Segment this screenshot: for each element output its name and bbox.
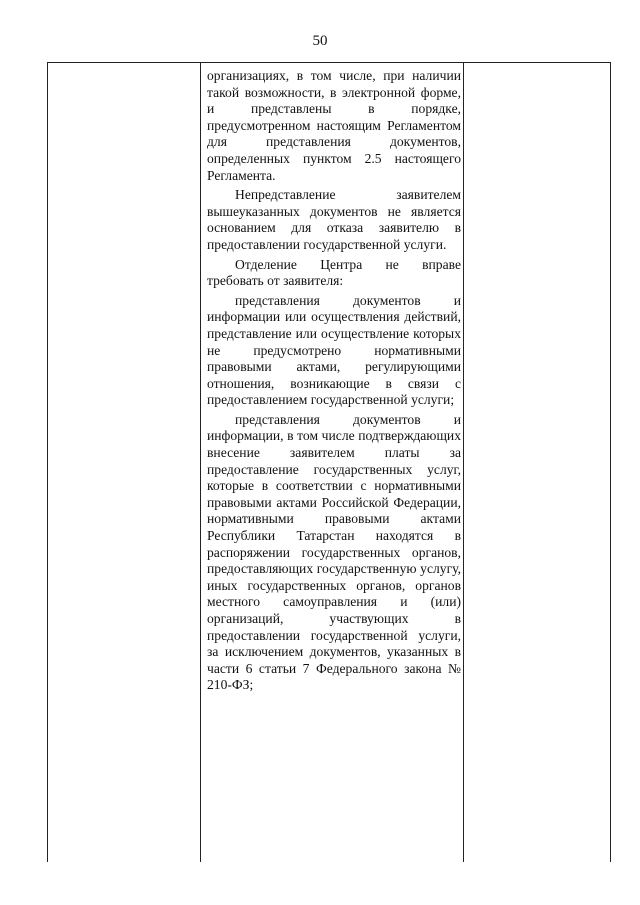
table-right-border [610,62,611,862]
table-cell-text [207,68,461,694]
table-left-border [47,62,48,862]
paragraph-item-documents-actions: представления документов и информации или осуществления действий, представление или осуществление которых не предусмотрено нормативными правовыми актами, регулирующими отношения, возникающие в связи с предоставлением государственной услуги; [207,292,461,408]
paragraph-non-submission: Непредставление заявителем вышеуказанных документов не является основанием для отказа заявителю в предоставлении государственной услуги. [207,187,461,252]
column-divider-1 [200,62,201,862]
column-divider-2 [463,62,464,862]
paragraph-center-restrictions: Отделение Центра не вправе требовать от заявителя: [207,256,461,289]
page-number: 50 [312,33,328,49]
table-top-border [47,62,611,63]
paragraph-continuation: организациях, в том числе, при наличии такой возможности, в электронной форме, и представлены в порядке, предусмотренном настоящим Регламентом для представления документов, определенных пунктом 2.5 настоящего Регламента. [207,68,461,183]
paragraph-item-documents-information: представления документов и информации, в том числе подтверждающих внесение заявителем платы за предоставление государственных услуг, которые в соответствии с нормативными правовыми актами Российской Федерации, нормативными правовыми актами Республики Татарстан находятся в распоряжении государственных органов, предоставляющих государственную услугу, иных государственных органов, органов местного самоуправления и (или) организаций, участвующих в предоставлении государственной услуги, за исключением документов, указанных в части 6 статьи 7 Федерального закона № 210-ФЗ; [207,411,461,693]
document-table [47,62,611,862]
